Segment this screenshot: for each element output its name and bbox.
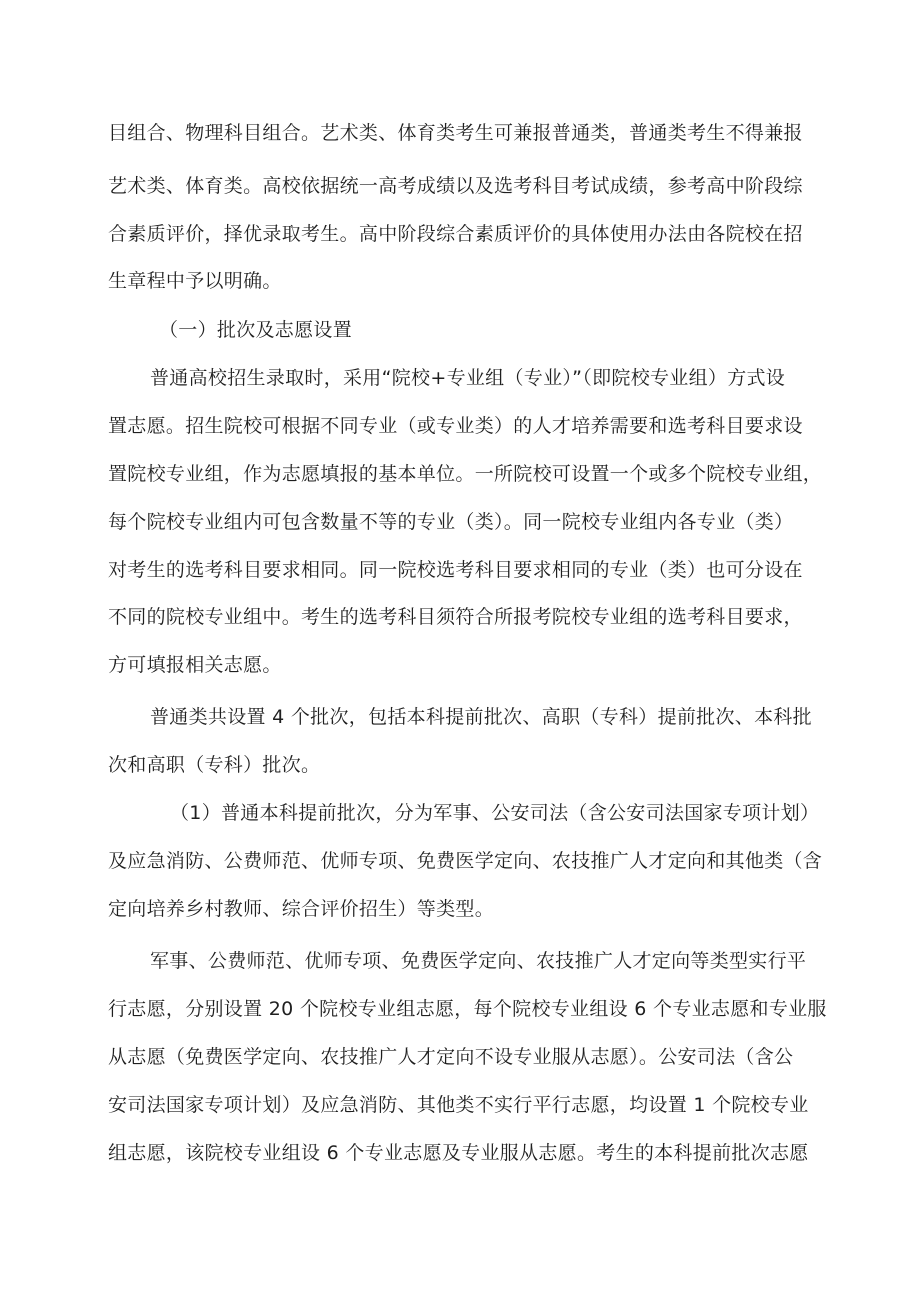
paragraph-2-line-2: 置志愿。招生院校可根据不同专业（或专业类）的人才培养需要和选考科目要求设 [108, 415, 803, 437]
paragraph-5-line-2: 行志愿，分别设置 20 个院校专业组志愿，每个院校专业组设 6 个专业志愿和专业服 [108, 998, 827, 1020]
paragraph-4-line-2: 及应急消防、公费师范、优师专项、免费医学定向、农技推广人才定向和其他类（含 [108, 850, 823, 872]
paragraph-1-line-4: 生章程中予以明确。 [108, 270, 282, 292]
paragraph-2-line-3: 置院校专业组，作为志愿填报的基本单位。一所院校可设置一个或多个院校专业组， [108, 463, 823, 485]
paragraph-5-line-1: 军事、公费师范、优师专项、免费医学定向、农技推广人才定向等类型实行平 [150, 950, 807, 972]
paragraph-3-line-1: 普通类共设置 4 个批次，包括本科提前批次、高职（专科）提前批次、本科批 [150, 706, 812, 728]
paragraph-1-line-2: 艺术类、体育类。高校依据统一高考成绩以及选考科目考试成绩，参考高中阶段综 [108, 175, 803, 197]
section-heading: （一）批次及志愿设置 [159, 319, 353, 341]
paragraph-2-line-4: 每个院校专业组内可包含数量不等的专业（类）。同一院校专业组内各专业（类） [108, 511, 794, 533]
paragraph-1-line-1: 目组合、物理科目组合。艺术类、体育类考生可兼报普通类，普通类考生不得兼报 [108, 122, 803, 144]
paragraph-2-line-7: 方可填报相关志愿。 [108, 654, 282, 676]
paragraph-4-line-1: （1）普通本科提前批次，分为军事、公安司法（含公安司法国家专项计划） [170, 802, 820, 824]
paragraph-2-line-6: 不同的院校专业组中。考生的选考科目须符合所报考院校专业组的选考科目要求， [108, 606, 803, 628]
paragraph-4-line-3: 定向培养乡村教师、综合评价招生）等类型。 [108, 898, 495, 920]
paragraph-2-line-5: 对考生的选考科目要求相同。同一院校选考科目要求相同的专业（类）也可分设在 [108, 559, 803, 581]
paragraph-2-line-1: 普通高校招生录取时，采用“院校+专业组（专业）”（即院校专业组）方式设 [150, 367, 786, 389]
paragraph-1-line-3: 合素质评价，择优录取考生。高中阶段综合素质评价的具体使用办法由各院校在招 [108, 223, 803, 245]
paragraph-5-line-5: 组志愿，该院校专业组设 6 个专业志愿及专业服从志愿。考生的本科提前批次志愿 [108, 1142, 809, 1164]
paragraph-5-line-4: 安司法国家专项计划）及应急消防、其他类不实行平行志愿，均设置 1 个院校专业 [108, 1094, 809, 1116]
paragraph-3-line-2: 次和高职（专科）批次。 [108, 754, 321, 776]
paragraph-5-line-3: 从志愿（免费医学定向、农技推广人才定向不设专业服从志愿）。公安司法（含公 [108, 1046, 794, 1068]
